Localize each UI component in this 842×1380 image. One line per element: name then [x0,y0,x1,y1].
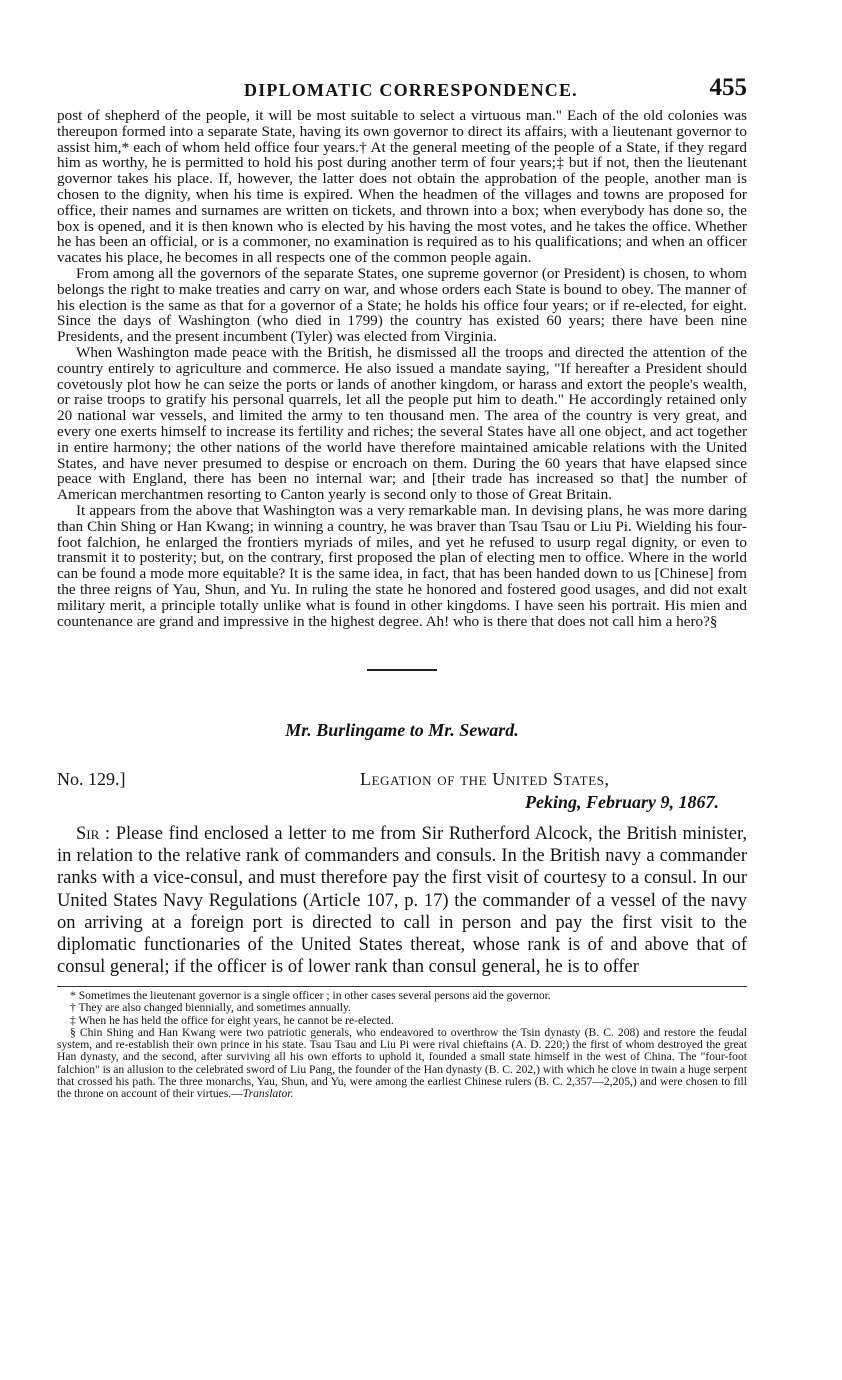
running-title: DIPLOMATIC CORRESPONDENCE. [244,80,578,100]
document-page [57,72,747,1101]
paragraph: post of shepherd of the people, it will be most suitable to select a virtuous man." Each of the old colonies was thereupon formed into a separate State, having its own governor to direct its affairs, with a lieutenant governor to assist him,* each of whom held office four years.† At the general meeting of the people of a State, if they regard him as worthy, he is permitted to hold his post during another term of four years;‡ but if not, then the lieutenant governor takes his place. If, however, the latter does not obtain the approbation of the people, another man is chosen to the dignity, when his time is expired. When the headmen of the villages and towns are proposed for office, their names and surnames are written on tickets, and thrown into a box; when everybody has done so, the box is opened, and it is then known who is elected by his having the most votes, and he takes the office. Whether he has been an official, or is a commoner, no examination is required as to his qualifications; and when an officer vacates his place, he becomes in all respects one of the common people again. [57,107,747,267]
translator-credit: Translator. [242,1087,294,1101]
letter-number: No. 129.] [57,769,126,790]
letter-header [57,769,747,815]
letter-paragraph [57,823,747,978]
footnote-divider [57,986,747,987]
footnote: ‡ When he has held the office for eight years, he cannot be re-elected. [70,1013,394,1027]
legation-address: Legation of the United States, [360,769,610,790]
letter-text: Please find enclosed a letter to me from Sir Rutherford Alcock, the British minister, in relation to the relative rank of commanders and consuls. In the British navy a commander ranks with a vice-consul, and must therefore pay the first visit of courtesy to a consul. In our United States Navy Regulations (Article 107, p. 17) the commander of a vessel of the navy on arriving at a foreign port is directed to call in person and pay the first visit to the diplomatic functionaries of the United States thereat, whose rank is of and above that of consul general; if the officer is of lower rank than consul general, he is to offer [57,824,747,977]
page-header [57,72,747,108]
footnote [57,1027,747,1101]
footnotes [57,990,747,1101]
paragraph: From among all the governors of the separate States, one supreme governor (or President) is chosen, to whom belongs the right to make treaties and carry on war, and whose orders each State is bound to obey. The manner of his election is the same as that for a governor of a State; he holds his office four years; or if re-elected, for eight. Since the days of Washington (who died in 1799) the country has existed 60 years; there have been nine Presidents, and the present incumbent (Tyler) was elected from Virginia. [57,264,747,346]
main-text [57,108,747,629]
section-divider [367,669,437,671]
salutation: Sir : [76,824,111,845]
page-number: 455 [709,74,747,101]
paragraph: When Washington made peace with the British, he dismissed all the troops and directed the attention of the country entirely to agriculture and commerce. He also issued a mandate saying, "If hereafter a President should covetously plot how he can seize the ports or lands of another kingdom, or harass and extort the people's wealth, or raise troops to gratify his personal quarrels, let all the people put him to death." He accordingly retained only 20 national war vessels, and limited the army to ten thousand men. The area of the country is very great, and every one exerts himself to increase its fertility and riches; the several States have all one object, and act together in entire harmony; the other nations of the world have therefore maintained amicable relations with the United States, and have never presumed to despise or encroach on them. During the 60 years that have elapsed since peace with England, there has been no internal war; and [their trade has increased so that] the number of American merchantmen resorting to Canton yearly is second only to those of Great Britain. [57,343,747,504]
letter-body [57,823,747,978]
letter-heading: Mr. Burlingame to Mr. Seward. [285,720,519,741]
footnote-text: § Chin Shing and Han Kwang were two patriotic generals, who endeavored to overthrow the Tsin dynasty (B. C. 208) and restore the feudal system, and re-establish their own prince in his state. Tsau Tsau and Liu Pi were rival chieftains (A. D. 220;) the first of whom destroyed the great Han dynasty, and the second, after surviving all his own efforts to uphold it, founded a small state himself in the west of China. The "four-foot falchion" is an allusion to the celebrated sword of Liu Pang, the founder of the Han dynasty (B. C. 202,) with which he clove in twain a huge serpent that crossed his path. The three monarchs, Yau, Shun, and Yu, were among the earliest Chinese rulers (B. C. 2,357—2,205,) and were chosen to fill the throne on account of their virtues.— [57,1025,747,1101]
letter-dateline: Peking, February 9, 1867. [524,792,719,813]
paragraph: It appears from the above that Washington was a very remarkable man. In devising plans, he was more daring than Chin Shing or Han Kwang; in winning a country, he was braver than Tsau Tsau or Liu Pi. Wielding his four-foot falchion, he enlarged the frontiers myriads of miles, and yet he refused to usurp regal dignity, or even to transmit it to posterity; but, on the contrary, first proposed the plan of electing men to office. Where in the world can be found a mode more equitable? It is the same idea, in fact, that has been handed down to us [Chinese] from the three reigns of Yau, Shun, and Yu. In ruling the state he honored and fostered good usages, and did not exalt military merit, a principle totally unlike what is found in other kingdoms. I have seen his portrait. His mien and countenance are grand and impressive in the highest degree. Ah! who is there that does not call him a hero?§ [57,501,747,630]
footnote: * Sometimes the lieutenant governor is a single officer ; in other cases several persons aid the governor. [70,988,551,1002]
footnote: † They are also changed biennially, and sometimes annually. [70,1001,351,1015]
